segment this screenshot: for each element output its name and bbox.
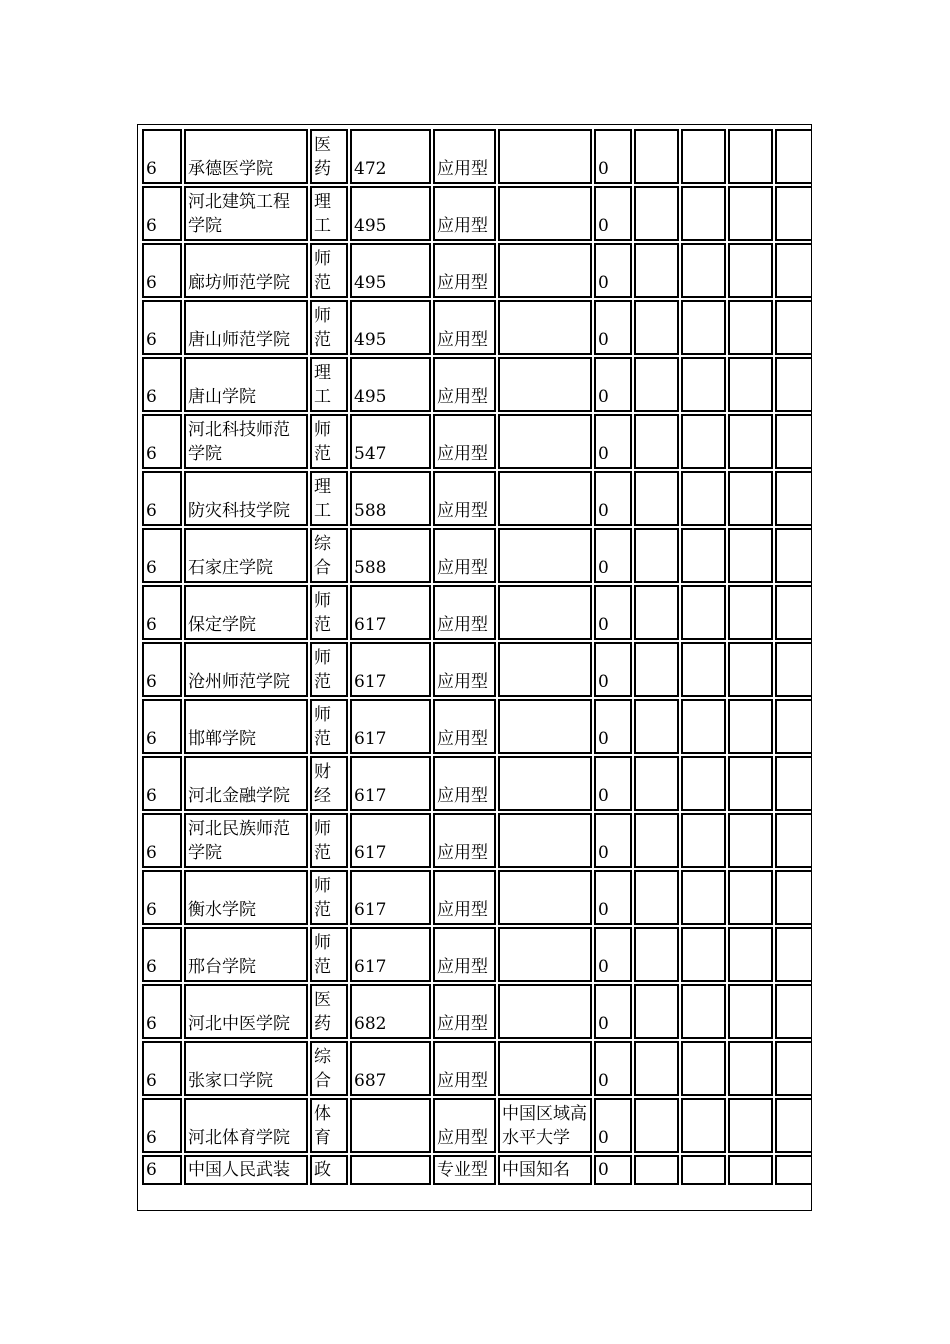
rank-cell: 6: [142, 186, 182, 241]
table-frame: [137, 124, 812, 1211]
empty-cell: [634, 585, 679, 640]
count-cell: 0: [594, 699, 632, 754]
category-cell: 体育: [310, 1098, 348, 1153]
empty-cell: [634, 927, 679, 982]
empty-cell: [775, 813, 812, 868]
category-cell: 医药: [310, 984, 348, 1039]
name-cell: 张家口学院: [184, 1041, 308, 1096]
empty-cell: [728, 870, 773, 925]
name-cell: 沧州师范学院: [184, 642, 308, 697]
empty-cell: [775, 186, 812, 241]
count-cell: 0: [594, 300, 632, 355]
rank-cell: 6: [142, 984, 182, 1039]
score-cell: 617: [350, 699, 431, 754]
empty-cell: [681, 243, 726, 298]
table-row: [142, 186, 812, 241]
empty-cell: [775, 642, 812, 697]
empty-cell: [728, 642, 773, 697]
empty-cell: [634, 1155, 679, 1185]
type-cell: 应用型: [433, 1041, 496, 1096]
score-cell: [350, 1098, 431, 1153]
empty-cell: [775, 528, 812, 583]
table-row: [142, 813, 812, 868]
name-cell: 河北体育学院: [184, 1098, 308, 1153]
note-cell: [498, 642, 592, 697]
count-cell: 0: [594, 756, 632, 811]
category-cell: 师范: [310, 813, 348, 868]
name-cell: 河北建筑工程学院: [184, 186, 308, 241]
note-cell: 中国知名: [498, 1155, 592, 1185]
type-cell: 应用型: [433, 585, 496, 640]
table-row: [142, 1155, 812, 1185]
table-row: [142, 984, 812, 1039]
empty-cell: [681, 1155, 726, 1185]
count-cell: 0: [594, 1098, 632, 1153]
count-cell: 0: [594, 813, 632, 868]
empty-cell: [681, 357, 726, 412]
note-cell: [498, 699, 592, 754]
type-cell: 应用型: [433, 186, 496, 241]
category-cell: 师范: [310, 414, 348, 469]
name-cell: 承德医学院: [184, 129, 308, 184]
empty-cell: [775, 300, 812, 355]
note-cell: [498, 1041, 592, 1096]
empty-cell: [681, 471, 726, 526]
empty-cell: [728, 585, 773, 640]
type-cell: 应用型: [433, 870, 496, 925]
empty-cell: [634, 471, 679, 526]
name-cell: 廊坊师范学院: [184, 243, 308, 298]
count-cell: 0: [594, 414, 632, 469]
empty-cell: [775, 471, 812, 526]
table-row: [142, 357, 812, 412]
rank-cell: 6: [142, 642, 182, 697]
type-cell: 应用型: [433, 528, 496, 583]
empty-cell: [634, 642, 679, 697]
table-row: [142, 471, 812, 526]
note-cell: 中国区域高水平大学: [498, 1098, 592, 1153]
empty-cell: [634, 870, 679, 925]
note-cell: [498, 870, 592, 925]
name-cell: 河北金融学院: [184, 756, 308, 811]
empty-cell: [681, 414, 726, 469]
note-cell: [498, 927, 592, 982]
count-cell: 0: [594, 1041, 632, 1096]
empty-cell: [728, 129, 773, 184]
empty-cell: [775, 984, 812, 1039]
name-cell: 石家庄学院: [184, 528, 308, 583]
category-cell: 综合: [310, 1041, 348, 1096]
table-row: [142, 1041, 812, 1096]
score-cell: 682: [350, 984, 431, 1039]
category-cell: 理工: [310, 186, 348, 241]
empty-cell: [634, 357, 679, 412]
note-cell: [498, 528, 592, 583]
rank-cell: 6: [142, 927, 182, 982]
name-cell: 防灾科技学院: [184, 471, 308, 526]
empty-cell: [728, 1098, 773, 1153]
table-row: [142, 528, 812, 583]
empty-cell: [681, 1041, 726, 1096]
category-cell: 师范: [310, 642, 348, 697]
score-cell: 617: [350, 585, 431, 640]
category-cell: 师范: [310, 870, 348, 925]
count-cell: 0: [594, 243, 632, 298]
empty-cell: [681, 186, 726, 241]
category-cell: 医药: [310, 129, 348, 184]
empty-cell: [728, 756, 773, 811]
count-cell: 0: [594, 1155, 632, 1185]
score-cell: 547: [350, 414, 431, 469]
count-cell: 0: [594, 927, 632, 982]
empty-cell: [728, 699, 773, 754]
count-cell: 0: [594, 984, 632, 1039]
score-cell: 588: [350, 528, 431, 583]
empty-cell: [775, 1041, 812, 1096]
score-cell: [350, 1155, 431, 1185]
count-cell: 0: [594, 585, 632, 640]
empty-cell: [728, 813, 773, 868]
table-row: [142, 585, 812, 640]
category-cell: 师范: [310, 927, 348, 982]
empty-cell: [775, 414, 812, 469]
empty-cell: [634, 129, 679, 184]
score-cell: 617: [350, 927, 431, 982]
empty-cell: [728, 528, 773, 583]
empty-cell: [775, 243, 812, 298]
table-row: [142, 300, 812, 355]
rank-cell: 6: [142, 813, 182, 868]
empty-cell: [634, 699, 679, 754]
empty-cell: [775, 756, 812, 811]
empty-cell: [681, 984, 726, 1039]
empty-cell: [634, 813, 679, 868]
table-row: [142, 243, 812, 298]
category-cell: 师范: [310, 243, 348, 298]
score-cell: 472: [350, 129, 431, 184]
rank-cell: 6: [142, 1098, 182, 1153]
empty-cell: [728, 984, 773, 1039]
university-table: [140, 127, 812, 1187]
table-body: [142, 129, 812, 1185]
note-cell: [498, 984, 592, 1039]
score-cell: 617: [350, 870, 431, 925]
empty-cell: [681, 699, 726, 754]
type-cell: 应用型: [433, 1098, 496, 1153]
table-row: [142, 414, 812, 469]
rank-cell: 6: [142, 756, 182, 811]
name-cell: 邯郸学院: [184, 699, 308, 754]
empty-cell: [634, 414, 679, 469]
note-cell: [498, 756, 592, 811]
category-cell: 师范: [310, 300, 348, 355]
name-cell: 中国人民武装: [184, 1155, 308, 1185]
count-cell: 0: [594, 528, 632, 583]
empty-cell: [681, 585, 726, 640]
table-row: [142, 129, 812, 184]
empty-cell: [681, 1098, 726, 1153]
rank-cell: 6: [142, 1041, 182, 1096]
empty-cell: [681, 129, 726, 184]
count-cell: 0: [594, 186, 632, 241]
count-cell: 0: [594, 870, 632, 925]
rank-cell: 6: [142, 129, 182, 184]
empty-cell: [634, 186, 679, 241]
score-cell: 617: [350, 813, 431, 868]
type-cell: 应用型: [433, 471, 496, 526]
empty-cell: [681, 642, 726, 697]
empty-cell: [681, 813, 726, 868]
table-row: [142, 870, 812, 925]
name-cell: 河北民族师范学院: [184, 813, 308, 868]
empty-cell: [728, 300, 773, 355]
empty-cell: [728, 357, 773, 412]
score-cell: 687: [350, 1041, 431, 1096]
type-cell: 应用型: [433, 300, 496, 355]
note-cell: [498, 129, 592, 184]
category-cell: 理工: [310, 357, 348, 412]
empty-cell: [728, 927, 773, 982]
note-cell: [498, 357, 592, 412]
name-cell: 衡水学院: [184, 870, 308, 925]
name-cell: 唐山师范学院: [184, 300, 308, 355]
empty-cell: [775, 357, 812, 412]
rank-cell: 6: [142, 300, 182, 355]
rank-cell: 6: [142, 243, 182, 298]
table-row: [142, 756, 812, 811]
rank-cell: 6: [142, 471, 182, 526]
empty-cell: [775, 870, 812, 925]
empty-cell: [634, 1098, 679, 1153]
rank-cell: 6: [142, 585, 182, 640]
count-cell: 0: [594, 471, 632, 526]
empty-cell: [775, 585, 812, 640]
name-cell: 邢台学院: [184, 927, 308, 982]
rank-cell: 6: [142, 870, 182, 925]
empty-cell: [728, 1155, 773, 1185]
empty-cell: [634, 300, 679, 355]
note-cell: [498, 243, 592, 298]
category-cell: 师范: [310, 585, 348, 640]
category-cell: 政: [310, 1155, 348, 1185]
type-cell: 应用型: [433, 756, 496, 811]
name-cell: 保定学院: [184, 585, 308, 640]
table-row: [142, 1098, 812, 1153]
category-cell: 综合: [310, 528, 348, 583]
empty-cell: [728, 186, 773, 241]
score-cell: 495: [350, 357, 431, 412]
category-cell: 师范: [310, 699, 348, 754]
note-cell: [498, 471, 592, 526]
type-cell: 应用型: [433, 414, 496, 469]
type-cell: 应用型: [433, 243, 496, 298]
empty-cell: [634, 1041, 679, 1096]
type-cell: 应用型: [433, 129, 496, 184]
empty-cell: [728, 414, 773, 469]
rank-cell: 6: [142, 528, 182, 583]
rank-cell: 6: [142, 1155, 182, 1185]
note-cell: [498, 585, 592, 640]
rank-cell: 6: [142, 414, 182, 469]
type-cell: 应用型: [433, 357, 496, 412]
table-row: [142, 699, 812, 754]
empty-cell: [681, 300, 726, 355]
empty-cell: [681, 528, 726, 583]
empty-cell: [775, 699, 812, 754]
empty-cell: [775, 1155, 812, 1185]
empty-cell: [634, 243, 679, 298]
score-cell: 617: [350, 756, 431, 811]
empty-cell: [681, 927, 726, 982]
empty-cell: [728, 471, 773, 526]
empty-cell: [634, 756, 679, 811]
type-cell: 应用型: [433, 927, 496, 982]
rank-cell: 6: [142, 357, 182, 412]
type-cell: 应用型: [433, 984, 496, 1039]
count-cell: 0: [594, 357, 632, 412]
table-row: [142, 927, 812, 982]
type-cell: 应用型: [433, 699, 496, 754]
type-cell: 应用型: [433, 642, 496, 697]
name-cell: 唐山学院: [184, 357, 308, 412]
empty-cell: [775, 927, 812, 982]
empty-cell: [728, 1041, 773, 1096]
name-cell: 河北科技师范学院: [184, 414, 308, 469]
rank-cell: 6: [142, 699, 182, 754]
empty-cell: [775, 1098, 812, 1153]
score-cell: 495: [350, 186, 431, 241]
note-cell: [498, 186, 592, 241]
score-cell: 495: [350, 300, 431, 355]
score-cell: 588: [350, 471, 431, 526]
category-cell: 理工: [310, 471, 348, 526]
name-cell: 河北中医学院: [184, 984, 308, 1039]
empty-cell: [634, 984, 679, 1039]
empty-cell: [681, 870, 726, 925]
table-row: [142, 642, 812, 697]
note-cell: [498, 813, 592, 868]
empty-cell: [728, 243, 773, 298]
type-cell: 专业型: [433, 1155, 496, 1185]
count-cell: 0: [594, 642, 632, 697]
note-cell: [498, 300, 592, 355]
empty-cell: [681, 756, 726, 811]
empty-cell: [775, 129, 812, 184]
count-cell: 0: [594, 129, 632, 184]
empty-cell: [634, 528, 679, 583]
score-cell: 617: [350, 642, 431, 697]
category-cell: 财经: [310, 756, 348, 811]
note-cell: [498, 414, 592, 469]
score-cell: 495: [350, 243, 431, 298]
type-cell: 应用型: [433, 813, 496, 868]
